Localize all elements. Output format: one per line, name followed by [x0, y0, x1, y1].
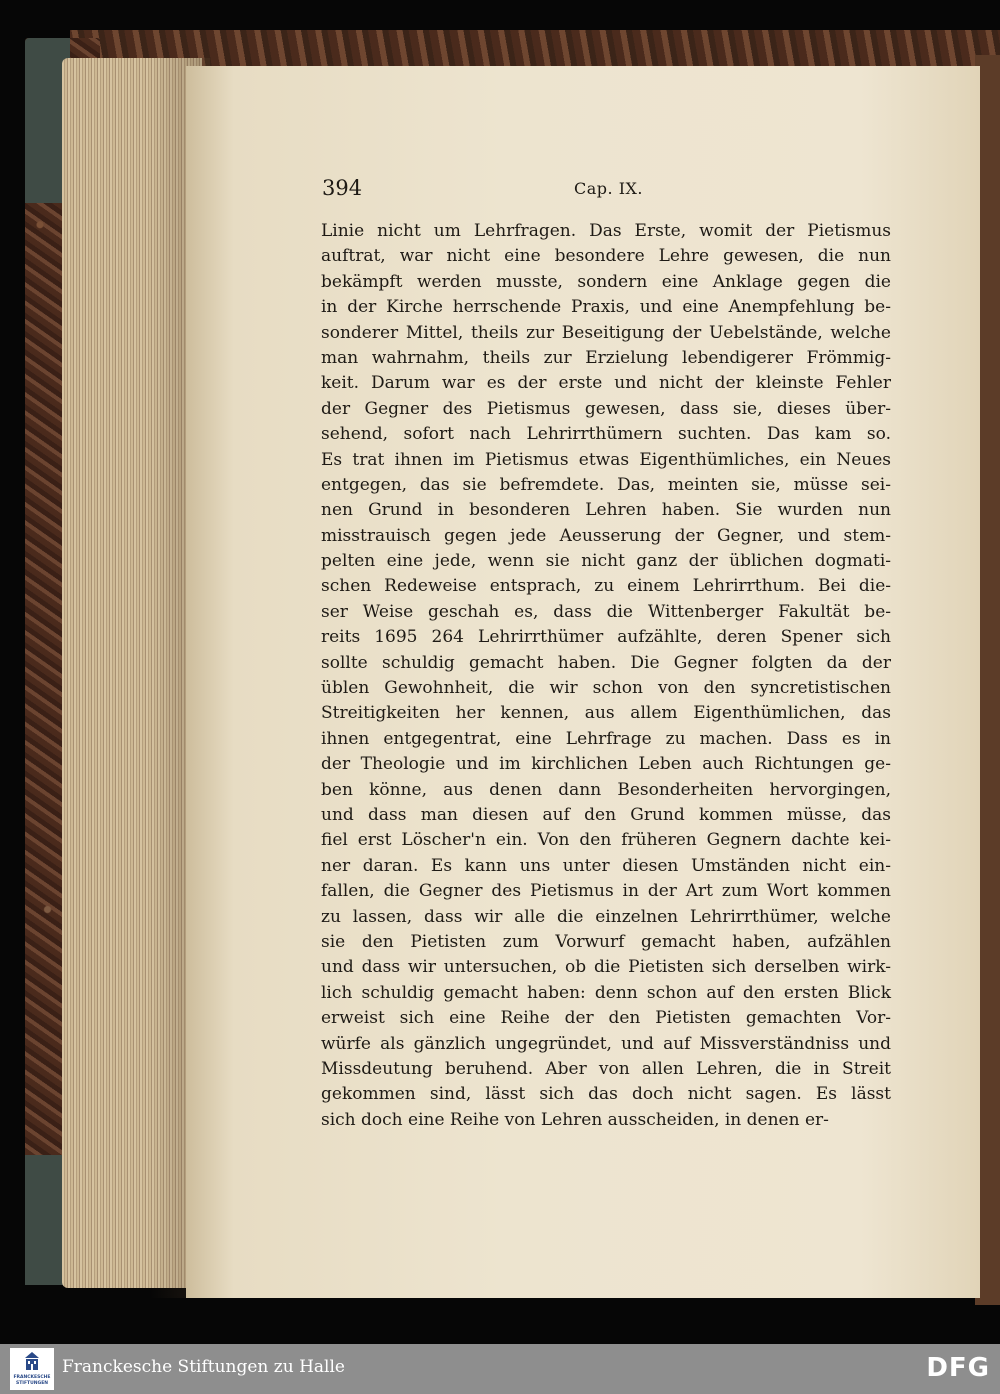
text-line: üblen Gewohnheit, die wir schon von den syncretistischen: [321, 678, 891, 699]
text-line: reits 1695 264 Lehrirrthümer aufzählte, deren Spener sich: [321, 627, 891, 648]
text-line: Linie nicht um Lehrfragen. Das Erste, womit der Pietismus: [321, 221, 891, 241]
text-line: misstrauisch gegen jede Aeusserung der Gegner, und stem-: [321, 525, 891, 546]
text-line: sie den Pietisten zum Vorwurf gemacht haben, aufzählen: [321, 931, 891, 952]
text-line: zu lassen, dass wir alle die einzelnen Lehrirrthümer, welche: [321, 906, 891, 927]
text-line: bekämpft werden musste, sondern eine Anklage gegen die: [321, 271, 891, 292]
logo-text: [10, 1375, 54, 1387]
text-line: der Gegner des Pietismus gewesen, dass sie, dieses über-: [321, 398, 891, 419]
running-head-chapter: Cap. IX.: [574, 179, 643, 198]
text-line: würfe als gänzlich ungegründet, und auf Missverständniss und: [321, 1033, 891, 1054]
text-line: Streitigkeiten her kennen, aus allem Eigenthümlichen, das: [321, 703, 891, 724]
logo-text-line-2: STIFTUNGEN: [15, 1381, 49, 1386]
institution-name: Franckesche Stiftungen zu Halle: [62, 1357, 345, 1377]
page-number: 394: [322, 176, 363, 200]
text-line: sehend, sofort nach Lehrirrthümern suchten. Das kam so.: [321, 424, 891, 445]
text-line: Es trat ihnen im Pietismus etwas Eigenthümliches, ein Neues: [321, 449, 891, 470]
text-line: lich schuldig gemacht haben: denn schon auf den ersten Blick: [321, 982, 891, 1003]
text-line: ner daran. Es kann uns unter diesen Umständen nicht ein-: [321, 855, 891, 876]
page-header: [322, 176, 890, 206]
dfg-logo[interactable]: DFG: [926, 1353, 990, 1383]
text-line: erweist sich eine Reihe der den Pietisten gemachten Vor-: [321, 1008, 891, 1029]
text-line: sich doch eine Reihe von Lehren ausscheiden, in denen er-: [321, 1109, 829, 1130]
viewer-footer: [0, 1344, 1000, 1394]
text-line: Missdeutung beruhend. Aber von allen Lehren, die in Streit: [321, 1058, 891, 1079]
text-line: man wahrnahm, theils zur Erzielung lebendigerer Frömmig-: [321, 347, 891, 368]
text-line: schen Redeweise entsprach, zu einem Lehrirrthum. Bei die-: [321, 576, 891, 597]
text-line: entgegen, das sie befremdete. Das, meinten sie, müsse sei-: [321, 474, 891, 495]
text-line: sollte schuldig gemacht haben. Die Gegner folgten da der: [321, 652, 891, 673]
text-line: pelten eine jede, wenn sie nicht ganz der üblichen dogmati-: [321, 551, 891, 572]
building-icon: [22, 1351, 42, 1373]
text-line: fiel erst Löscher'n ein. Von den früheren Gegnern dachte kei-: [321, 830, 891, 851]
text-line: und dass man diesen auf den Grund kommen müsse, das: [321, 804, 891, 825]
body-text: [321, 219, 891, 1133]
text-line: und dass wir untersuchen, ob die Pietisten sich derselben wirk-: [321, 957, 891, 978]
text-line: in der Kirche herrschende Praxis, und eine Anempfehlung be-: [321, 297, 891, 318]
text-line: nen Grund in besonderen Lehren haben. Sie wurden nun: [321, 500, 891, 521]
franckesche-stiftungen-logo[interactable]: [10, 1348, 54, 1390]
text-line: der Theologie und im kirchlichen Leben auch Richtungen ge-: [321, 754, 891, 775]
text-line: ben könne, aus denen dann Besonderheiten hervorgingen,: [321, 779, 891, 800]
text-line: keit. Darum war es der erste und nicht der kleinste Fehler: [321, 373, 891, 394]
text-line: sonderer Mittel, theils zur Beseitigung der Uebelstände, welche: [321, 322, 891, 343]
text-line: fallen, die Gegner des Pietismus in der Art zum Wort kommen: [321, 881, 891, 902]
text-line: ihnen entgegentrat, eine Lehrfrage zu machen. Dass es in: [321, 728, 891, 749]
text-line: ser Weise geschah es, dass die Wittenberger Fakultät be-: [321, 601, 891, 622]
text-line: auftrat, war nicht eine besondere Lehre gewesen, die nun: [321, 246, 891, 267]
logo-text-line-1: FRANCKESCHE: [13, 1375, 51, 1380]
text-line: gekommen sind, lässt sich das doch nicht sagen. Es lässt: [321, 1084, 891, 1105]
